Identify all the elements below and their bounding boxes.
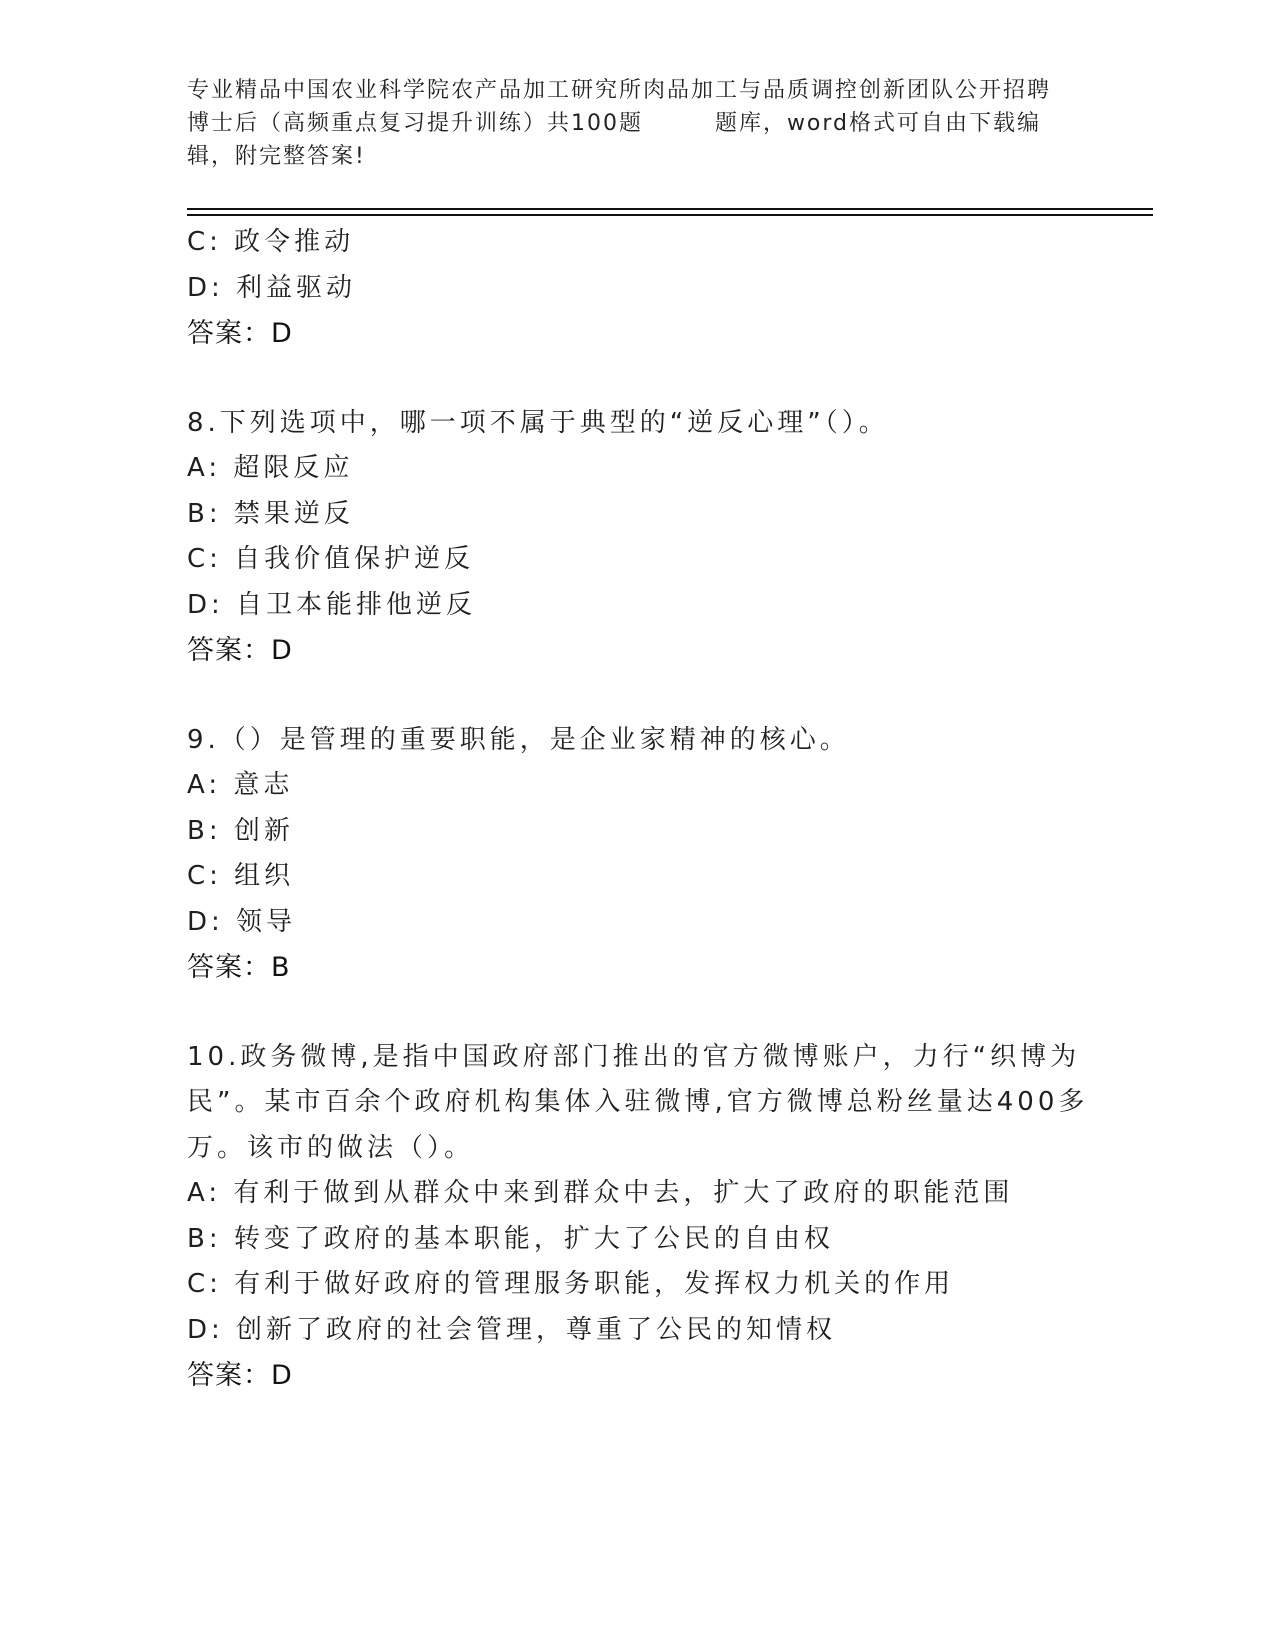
question-list — [187, 220, 1087, 1399]
header-divider-bottom — [187, 214, 1153, 216]
q7-option-d: D: 利益驱动 — [187, 272, 357, 303]
header-line-1: 专业精品中国农业科学院农产品加工研究所肉品加工与品质调控创新团队公开招聘 — [187, 78, 1052, 103]
document-header — [187, 74, 1087, 173]
spacer — [187, 357, 1087, 401]
question-8-block — [187, 401, 1087, 674]
q10-answer: 答案：D — [187, 1360, 293, 1391]
q8-option-a: A: 超限反应 — [187, 453, 354, 483]
header-line-3: 辑，附完整答案! — [187, 144, 366, 169]
question-10-block — [187, 1035, 1087, 1399]
q8-text: 8.下列选项中，哪一项不属于典型的“逆反心理”（）。 — [187, 407, 889, 438]
spacer — [187, 674, 1087, 718]
q9-option-d: D: 领导 — [187, 906, 297, 937]
q8-option-d: D: 自卫本能排他逆反 — [187, 589, 477, 620]
spacer — [187, 991, 1087, 1035]
header-line-2: 博士后（高频重点复习提升训练）共100题 题库，word格式可自由下载编 — [187, 111, 1042, 136]
q10-text-line-3: 万。该市的做法（）。 — [187, 1132, 475, 1163]
q8-answer: 答案：D — [187, 635, 293, 666]
q10-option-a: A: 有利于做到从群众中来到群众中去，扩大了政府的职能范围 — [187, 1178, 1014, 1208]
q8-option-c: C: 自我价值保护逆反 — [187, 544, 475, 574]
q7-option-c: C: 政令推动 — [187, 227, 355, 257]
q9-option-a: A: 意志 — [187, 770, 294, 800]
q7-answer: 答案：D — [187, 318, 293, 349]
question-9-block — [187, 718, 1087, 991]
question-7-block — [187, 220, 1087, 357]
q9-answer: 答案：B — [187, 952, 291, 983]
q9-option-b: B: 创新 — [187, 815, 294, 846]
q10-option-c: C: 有利于做好政府的管理服务职能，发挥权力机关的作用 — [187, 1269, 955, 1299]
q10-option-b: B: 转变了政府的基本职能，扩大了公民的自由权 — [187, 1223, 834, 1254]
q9-option-c: C: 组织 — [187, 861, 295, 891]
q10-option-d: D: 创新了政府的社会管理，尊重了公民的知情权 — [187, 1314, 837, 1345]
q8-option-b: B: 禁果逆反 — [187, 498, 354, 529]
q9-text: 9.（）是管理的重要职能，是企业家精神的核心。 — [187, 724, 850, 755]
q10-text-line-2: 民”。某市百余个政府机构集体入驻微博,官方微博总粉丝量达400多 — [187, 1087, 1089, 1117]
q10-text-line-1: 10.政务微博,是指中国政府部门推出的官方微博账户，力行“织博为 — [187, 1041, 1081, 1072]
header-divider-top — [187, 208, 1153, 210]
